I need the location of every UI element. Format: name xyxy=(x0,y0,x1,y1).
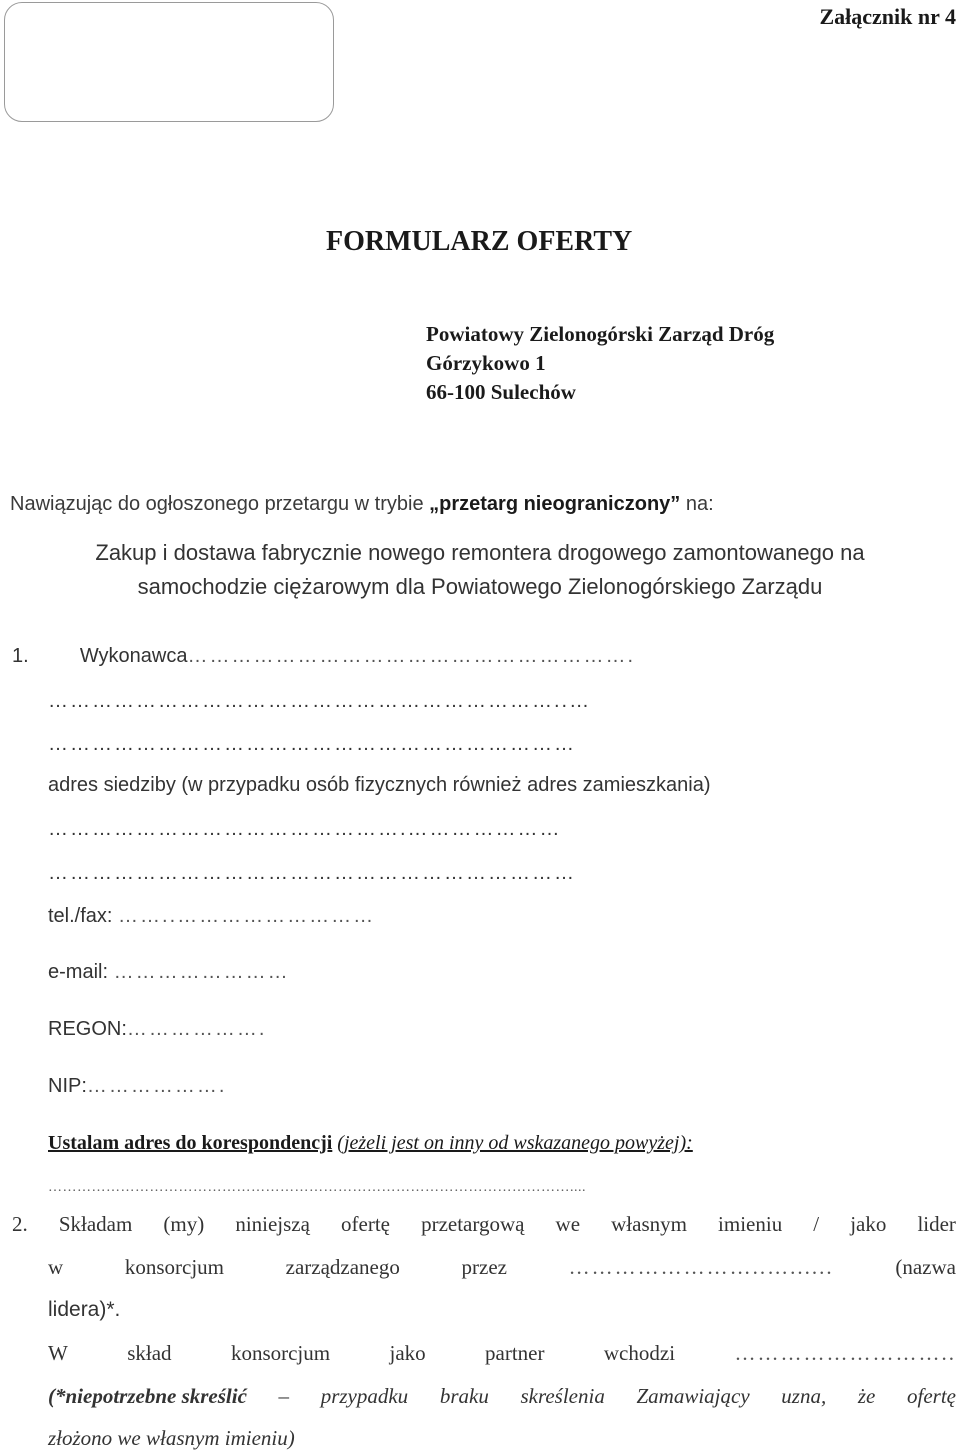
regon-row xyxy=(48,1018,266,1041)
nip-label: NIP: xyxy=(48,1075,87,1097)
intro-paragraph xyxy=(10,493,714,516)
footnote-line-1 xyxy=(48,1384,956,1409)
word: W xyxy=(48,1341,68,1365)
footnote-line-2: złożono we własnym imieniu) xyxy=(48,1426,295,1450)
word: braku xyxy=(439,1384,489,1408)
section-1-number: 1. xyxy=(12,645,29,667)
word: Składam xyxy=(58,1212,133,1236)
word: własnym xyxy=(611,1212,687,1236)
subject-line-2: samochodzie ciężarowym dla Powiatowego Zielonogórskiego Zarządu xyxy=(137,574,823,599)
contractor-label: Wykonawca xyxy=(79,645,188,667)
nip-field[interactable]: ………………. xyxy=(86,1075,227,1097)
word: konsorcjum xyxy=(124,1255,224,1279)
company-stamp-box xyxy=(4,2,334,122)
addressee-city: 66-100 Sulechów xyxy=(426,380,576,404)
contractor-row xyxy=(12,645,635,668)
correspondence-field[interactable]: ……………………………………………………………………………………………….... xyxy=(48,1180,586,1195)
page-title: FORMULARZ OFERTY xyxy=(326,226,633,257)
offer-line-3: lidera)*. xyxy=(48,1298,121,1321)
regon-field[interactable]: ………………. xyxy=(126,1018,267,1040)
partner-name-field[interactable]: ……………………….. xyxy=(734,1341,956,1365)
word: wchodzi xyxy=(603,1341,676,1365)
attachment-label: Załącznik nr 4 xyxy=(819,4,956,29)
address-field-1[interactable]: ………………………………………….………………… xyxy=(48,818,562,840)
addressee-name: Powiatowy Zielonogórski Zarząd Dróg xyxy=(426,322,775,346)
intro-suffix: na: xyxy=(680,493,714,515)
word: – xyxy=(278,1384,290,1408)
intro-prefix: Nawiązując do ogłoszonego przetargu w trybie xyxy=(10,493,430,515)
subject-line-1: Zakup i dostawa fabrycznie nowego remontera drogowego zamontowanego na xyxy=(95,540,865,565)
word: ofertę xyxy=(907,1384,956,1408)
offer-line-2 xyxy=(48,1255,956,1280)
word: przez xyxy=(461,1255,508,1279)
word: konsorcjum xyxy=(230,1341,331,1365)
word: Zamawiający xyxy=(636,1384,750,1408)
footnote-strike: (*niepotrzebne skreślić xyxy=(48,1384,247,1408)
word: przetargową xyxy=(421,1212,525,1236)
addressee-street: Górzykowo 1 xyxy=(426,351,546,375)
word: niniejszą xyxy=(235,1212,310,1236)
email-row xyxy=(48,961,290,984)
leader-name-field[interactable]: ……………………..…...... xyxy=(568,1255,834,1279)
word: że xyxy=(857,1384,876,1408)
contractor-name-field[interactable]: ……………………………………………………. xyxy=(187,645,636,667)
word: jako xyxy=(389,1341,426,1365)
address-field-2[interactable]: ……………………………………………………………… xyxy=(48,862,576,884)
word: (my) xyxy=(163,1212,205,1236)
word: ofertę xyxy=(341,1212,390,1236)
word: / xyxy=(813,1212,820,1236)
word: jako xyxy=(850,1212,887,1236)
correspondence-label: Ustalam adres do korespondencji xyxy=(48,1132,333,1154)
word: uzna, xyxy=(781,1384,827,1408)
tel-row xyxy=(48,905,375,928)
word: imieniu xyxy=(718,1212,783,1236)
word: skreślenia xyxy=(520,1384,605,1408)
word: skład xyxy=(127,1341,172,1365)
nip-row xyxy=(48,1075,226,1098)
addressee-block xyxy=(426,320,774,407)
tender-mode: „przetarg nieograniczony” xyxy=(429,493,681,515)
word: lider xyxy=(917,1212,956,1236)
tel-label: tel./fax: xyxy=(48,905,113,927)
word: zarządzanego xyxy=(285,1255,400,1279)
word: w xyxy=(48,1255,64,1279)
tender-subject xyxy=(0,536,960,604)
word: we xyxy=(555,1212,581,1236)
email-label: e-mail: xyxy=(48,961,109,983)
address-label: adres siedziby (w przypadku osób fizycznych również adres zamieszkania) xyxy=(48,774,711,796)
correspondence-row xyxy=(48,1132,693,1155)
tel-field[interactable]: ……..……………………… xyxy=(118,905,376,927)
email-field[interactable]: …………………… xyxy=(113,961,290,983)
word: przypadku xyxy=(320,1384,409,1408)
word: (nazwa xyxy=(895,1255,956,1279)
correspondence-note: (jeżeli jest on inny od wskazanego powyżej): xyxy=(337,1132,693,1154)
contractor-name-field-2[interactable]: ……………………………………………………………..… xyxy=(48,690,592,712)
word: partner xyxy=(485,1341,545,1365)
partner-row xyxy=(48,1341,956,1366)
section-2-number: 2. xyxy=(12,1212,28,1236)
regon-label: REGON: xyxy=(48,1018,127,1040)
contractor-name-field-3[interactable]: ……………………………………………………………… xyxy=(48,733,576,755)
offer-line-1 xyxy=(12,1212,956,1237)
